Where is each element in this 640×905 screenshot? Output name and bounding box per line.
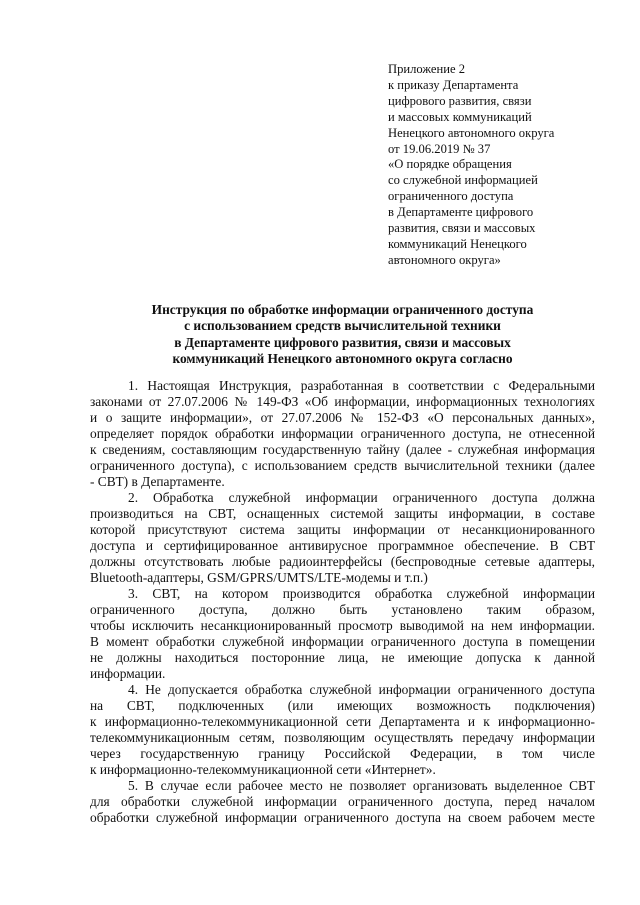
paragraph-1 xyxy=(90,378,595,490)
text-line: чтобы исключить несанкционированный просмотр выводимой на нем информации. xyxy=(90,618,595,633)
appendix-line: коммуникаций Ненецкого xyxy=(388,236,527,251)
text-line: которой присутствуют система защиты информации от несанкционированного xyxy=(90,522,595,537)
appendix-line: ограниченного доступа xyxy=(388,189,514,204)
text-line: законами от 27.07.2006 № 149-ФЗ «Об информации, информационных технологиях xyxy=(90,394,595,409)
text-line: к информационно-телекоммуникационной сети «Интернет». xyxy=(90,762,436,777)
text-line: к сведениям, составляющим государственную тайну (далее - служебная информация xyxy=(90,442,595,457)
appendix-header xyxy=(388,62,628,269)
appendix-line: от 19.06.2019 № 37 xyxy=(388,141,491,156)
appendix-line: автономного округа» xyxy=(388,252,501,267)
appendix-line: «О порядке обращения xyxy=(388,157,512,172)
document-title xyxy=(90,302,595,368)
appendix-line: и массовых коммуникаций xyxy=(388,109,532,124)
paragraph-2 xyxy=(90,490,595,586)
paragraph-5 xyxy=(90,778,595,826)
paragraph-3 xyxy=(90,586,595,682)
text-line: для обработки служебной информации ограниченного доступа, перед началом xyxy=(90,794,595,809)
text-line: обработки служебной информации ограниченного доступа на своем рабочем месте xyxy=(90,810,595,825)
text-line: 5. В случае если рабочее место не позволяет организовать выделенное СВТ xyxy=(128,778,595,793)
text-line: определяет порядок обработки информации ограниченного доступа, не отнесенной xyxy=(90,426,595,441)
text-line: через государственную границу Российской Федерации, в том числе xyxy=(90,746,595,761)
appendix-line: цифрового развития, связи xyxy=(388,93,532,108)
text-line: 4. Не допускается обработка служебной информации ограниченного доступа xyxy=(128,682,595,697)
text-line: ограниченного доступа, должно быть установлено таким образом, xyxy=(90,602,595,617)
appendix-line: к приказу Департамента xyxy=(388,77,519,92)
text-line: В момент обработки служебной информации ограниченного доступа в помещении xyxy=(90,634,595,649)
text-line: 1. Настоящая Инструкция, разработанная в соответствии с Федеральными xyxy=(128,378,595,393)
appendix-line: Приложение 2 xyxy=(388,62,466,76)
text-line: Bluetooth-адаптеры, GSM/GPRS/UMTS/LTE-модемы и т.п.) xyxy=(90,570,428,585)
text-line: информации. xyxy=(90,666,166,681)
paragraph-4 xyxy=(90,682,595,778)
text-line: должны отсутствовать любые радиоинтерфейсы (беспроводные сетевые адаптеры, xyxy=(90,554,595,569)
title-line: Инструкция по обработке информации ограниченного доступа xyxy=(151,302,534,317)
text-line: и о защите информации», от 27.07.2006 № 152-ФЗ «О персональных данных», xyxy=(90,410,595,425)
appendix-line: развития, связи и массовых xyxy=(388,221,536,236)
text-line: - СВТ) в Департаменте. xyxy=(90,474,225,489)
text-line: 2. Обработка служебной информации ограниченного доступа должна xyxy=(128,490,595,505)
document-body xyxy=(90,378,595,826)
text-line: производиться на СВТ, оснащенных системой защиты информации, в составе xyxy=(90,506,595,521)
appendix-line: Ненецкого автономного округа xyxy=(388,125,555,140)
text-line: на СВТ, подключенных (или имеющих возможность подключения) xyxy=(90,698,595,713)
title-line: в Департаменте цифрового развития, связи и массовых xyxy=(174,334,511,350)
text-line: доступа и сертифицированное антивирусное программное обеспечение. В СВТ xyxy=(90,538,595,553)
text-line: 3. СВТ, на котором производится обработка служебной информации xyxy=(128,586,595,601)
title-line: с использованием средств вычислительной техники xyxy=(184,318,501,334)
text-line: не должны находиться посторонние лица, не имеющие допуска к данной xyxy=(90,650,595,665)
text-line: телекоммуникационным сетям, позволяющим осуществлять передачу информации xyxy=(90,730,595,745)
text-line: к информационно-телекоммуникационной сети Департамента и к информационно- xyxy=(90,714,595,729)
appendix-line: в Департаменте цифрового xyxy=(388,205,534,220)
appendix-line: со служебной информацией xyxy=(388,173,538,188)
title-line: коммуникаций Ненецкого автономного округа согласно xyxy=(172,351,513,367)
text-line: ограниченного доступа), с использованием средств вычислительной техники (далее xyxy=(90,458,595,473)
